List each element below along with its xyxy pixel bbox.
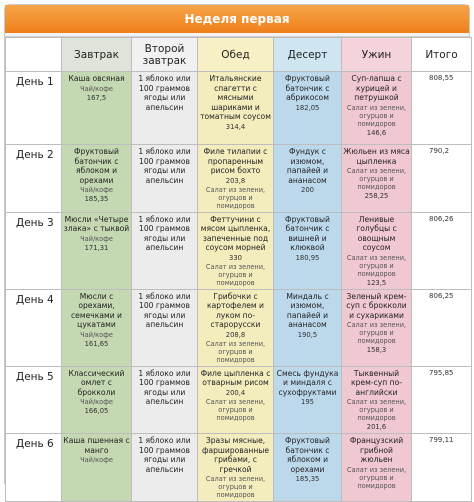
lunch-name: Феттучини с мясом цыпленка, запеченные под соусом морней (200, 214, 271, 252)
total-kcal: 790,2 (429, 147, 450, 155)
lunch-kcal: 200,4 (225, 388, 246, 397)
second-breakfast-cell (132, 145, 198, 213)
total-cell (412, 289, 472, 366)
total-kcal: 795,85 (429, 368, 454, 377)
dessert-cell (274, 434, 342, 502)
lunch-name: Зразы мясные, фаршированные грибами, с гречкой (201, 436, 270, 474)
day-label-text: День 3 (16, 216, 54, 229)
total-kcal: 799,11 (429, 436, 454, 444)
dinner-cell (342, 212, 412, 289)
lunch-name: Грибочки с картофелем и луком по-староруcски (207, 291, 264, 329)
dessert-name: Фруктовый батончик с вишней и клюквой (285, 214, 330, 252)
total-cell (412, 366, 472, 434)
dessert-name: Фундук с изюмом, папайей и ананасом (286, 147, 329, 185)
dinner-name: Жюльен из мяса цыпленка (343, 147, 410, 166)
dinner-cell (342, 366, 412, 434)
header-row (6, 38, 472, 72)
breakfast-kcal: 167,5 (86, 93, 107, 102)
dessert-cell (274, 212, 342, 289)
lunch-name: Филе тилапии с пропаренным рисом бохто (203, 147, 268, 175)
dessert-kcal: 195 (301, 398, 314, 406)
second-breakfast-name: 1 яблоко или 100 граммов ягоды или апельсин (138, 368, 191, 406)
day-label (6, 212, 62, 289)
lunch-name: Итальянские спагетти с мясными шариками и томатным соусом (200, 74, 271, 121)
breakfast-cell (62, 72, 132, 145)
breakfast-cell (62, 366, 132, 434)
dinner-salad: Салат из зелени, огурцов и помидоров (346, 103, 407, 128)
lunch-kcal: 330 (229, 253, 242, 262)
breakfast-drink: Чай/кофе (80, 234, 113, 243)
breakfast-name: Каша овсяная (68, 74, 125, 83)
lunch-salad: Салат из зелени, огурцов и помидоров (205, 185, 266, 210)
dessert-kcal: 190,5 (297, 330, 318, 339)
breakfast-drink: Чай/кофе (80, 398, 113, 406)
day-label (6, 434, 62, 502)
breakfast-kcal: 171,31 (84, 243, 109, 252)
total-kcal: 808,55 (429, 74, 454, 82)
second-breakfast-cell (132, 212, 198, 289)
dessert-cell (274, 145, 342, 213)
day-label (6, 366, 62, 434)
week-title: Неделя первая (5, 5, 469, 33)
breakfast-name: Мюсли «Четыре злака» с тыквой (63, 214, 130, 233)
breakfast-name: Классический омлет с брокколи (68, 368, 125, 397)
second-breakfast-cell (132, 289, 198, 366)
dessert-cell (274, 289, 342, 366)
second-breakfast-name: 1 яблоко или 100 граммов ягоды или апельсин (138, 214, 191, 252)
dessert-cell (274, 366, 342, 434)
day-label (6, 289, 62, 366)
day-row (6, 72, 472, 145)
day-row (6, 289, 472, 366)
second-breakfast-name: 1 яблоко или 100 граммов ягоды или апельсин (138, 147, 191, 185)
header-dinner: Ужин (342, 38, 412, 72)
day-label (6, 145, 62, 213)
total-cell (412, 212, 472, 289)
dessert-kcal: 185,35 (295, 475, 320, 483)
header-lunch: Обед (198, 38, 274, 72)
dinner-kcal: 201,6 (366, 423, 387, 431)
dinner-name: Ленивые голубцы с овощным соусом (356, 214, 397, 252)
lunch-cell (198, 366, 274, 434)
second-breakfast-cell (132, 366, 198, 434)
header-total: Итого (412, 38, 472, 72)
menu-frame (4, 4, 470, 499)
second-breakfast-cell (132, 434, 198, 502)
breakfast-cell (62, 145, 132, 213)
total-cell (412, 72, 472, 145)
breakfast-name: Фруктовый батончик с яблоком и орехами (74, 147, 119, 185)
day-label-text: День 1 (16, 76, 54, 88)
header-second-breakfast: Второй завтрак (132, 38, 198, 72)
day-label-text: День 5 (16, 370, 54, 383)
breakfast-cell (62, 289, 132, 366)
lunch-salad: Салат из зелени, огурцов и помидоров (205, 397, 266, 422)
total-kcal: 806,26 (429, 214, 454, 223)
dinner-kcal: 258,25 (364, 192, 389, 200)
breakfast-drink: Чай/кофе (80, 186, 113, 194)
dessert-name: Фруктовый батончик с абрикосом (285, 74, 330, 102)
lunch-kcal: 314,4 (225, 122, 246, 131)
dinner-name: Суп-лапша с курицей и петрушкой (351, 74, 402, 102)
dinner-name: Зеленый крем-суп с брокколи и сухариками (346, 291, 407, 320)
lunch-salad: Салат из зелени, огурцов и помидоров (205, 262, 266, 287)
total-kcal: 806,25 (429, 291, 454, 300)
day-row (6, 434, 472, 502)
dinner-name: Тыквенный крем-суп по-английски (351, 368, 402, 397)
breakfast-drink: Чай/кофе (80, 84, 113, 93)
dessert-name: Смесь фундука и миндаля с сухофруктами (276, 368, 339, 397)
total-cell (412, 434, 472, 502)
breakfast-kcal: 161,65 (84, 339, 109, 348)
breakfast-cell (62, 434, 132, 502)
header-dessert: Десерт (274, 38, 342, 72)
day-label-text: День 6 (16, 438, 54, 450)
dessert-kcal: 180,95 (295, 253, 320, 262)
header-breakfast: Завтрак (62, 38, 132, 72)
lunch-salad: Салат из зелени, огурцов и помидоров (205, 475, 266, 499)
day-label-text: День 2 (16, 149, 54, 161)
second-breakfast-name: 1 яблоко или 100 граммов ягоды или апельсин (138, 74, 191, 112)
header-day-blank (6, 38, 62, 72)
dinner-cell (342, 72, 412, 145)
day-row (6, 145, 472, 213)
dinner-cell (342, 145, 412, 213)
second-breakfast-cell (132, 72, 198, 145)
breakfast-kcal: 166,05 (84, 407, 109, 415)
day-label (6, 72, 62, 145)
dinner-kcal: 123,5 (366, 278, 387, 287)
breakfast-name: Мюсли с орехами, семечками и цукатами (71, 291, 122, 329)
second-breakfast-name: 1 яблоко или 100 граммов ягоды или апельсин (138, 436, 191, 474)
dinner-name: Французский грибной жюльен (349, 436, 404, 464)
breakfast-cell (62, 212, 132, 289)
lunch-cell (198, 434, 274, 502)
day-row (6, 212, 472, 289)
lunch-kcal: 208,8 (225, 330, 246, 339)
dessert-name: Миндаль с изюмом, папайей и ананасом (286, 291, 329, 329)
dinner-cell (342, 434, 412, 502)
second-breakfast-name: 1 яблоко или 100 граммов ягоды или апельсин (138, 291, 191, 329)
total-cell (412, 145, 472, 213)
dinner-kcal: 158,3 (366, 346, 387, 354)
lunch-cell (198, 145, 274, 213)
breakfast-drink: Чай/кофе (80, 330, 113, 339)
breakfast-name: Каша пшенная с манго (63, 436, 130, 455)
dinner-salad: Салат из зелени, огурцов и помидоров (346, 465, 407, 490)
dessert-name: Фруктовый батончик с яблоком и орехами (285, 436, 330, 474)
lunch-cell (198, 212, 274, 289)
dessert-kcal: 200 (301, 186, 314, 194)
dessert-kcal: 182,05 (295, 103, 320, 112)
dessert-cell (274, 72, 342, 145)
day-label-text: День 4 (16, 293, 54, 306)
lunch-salad: Салат из зелени, огурцов и помидоров (205, 339, 266, 364)
breakfast-drink: Чай/кофе (80, 456, 113, 464)
dinner-salad: Салат из зелени, огурцов и помидоров (346, 398, 407, 422)
meal-plan-table (5, 37, 472, 502)
lunch-cell (198, 72, 274, 145)
dinner-salad: Салат из зелени, огурцов и помидоров (346, 321, 407, 345)
breakfast-kcal: 185,35 (84, 195, 109, 203)
lunch-name: Филе цыпленка с отварным рисом (200, 368, 271, 387)
lunch-cell (198, 289, 274, 366)
dinner-salad: Салат из зелени, огурцов и помидоров (346, 253, 407, 278)
lunch-kcal: 203,8 (225, 176, 246, 185)
dinner-kcal: 146,6 (366, 128, 387, 137)
day-row (6, 366, 472, 434)
dinner-cell (342, 289, 412, 366)
dinner-salad: Салат из зелени, огурцов и помидоров (346, 167, 407, 191)
